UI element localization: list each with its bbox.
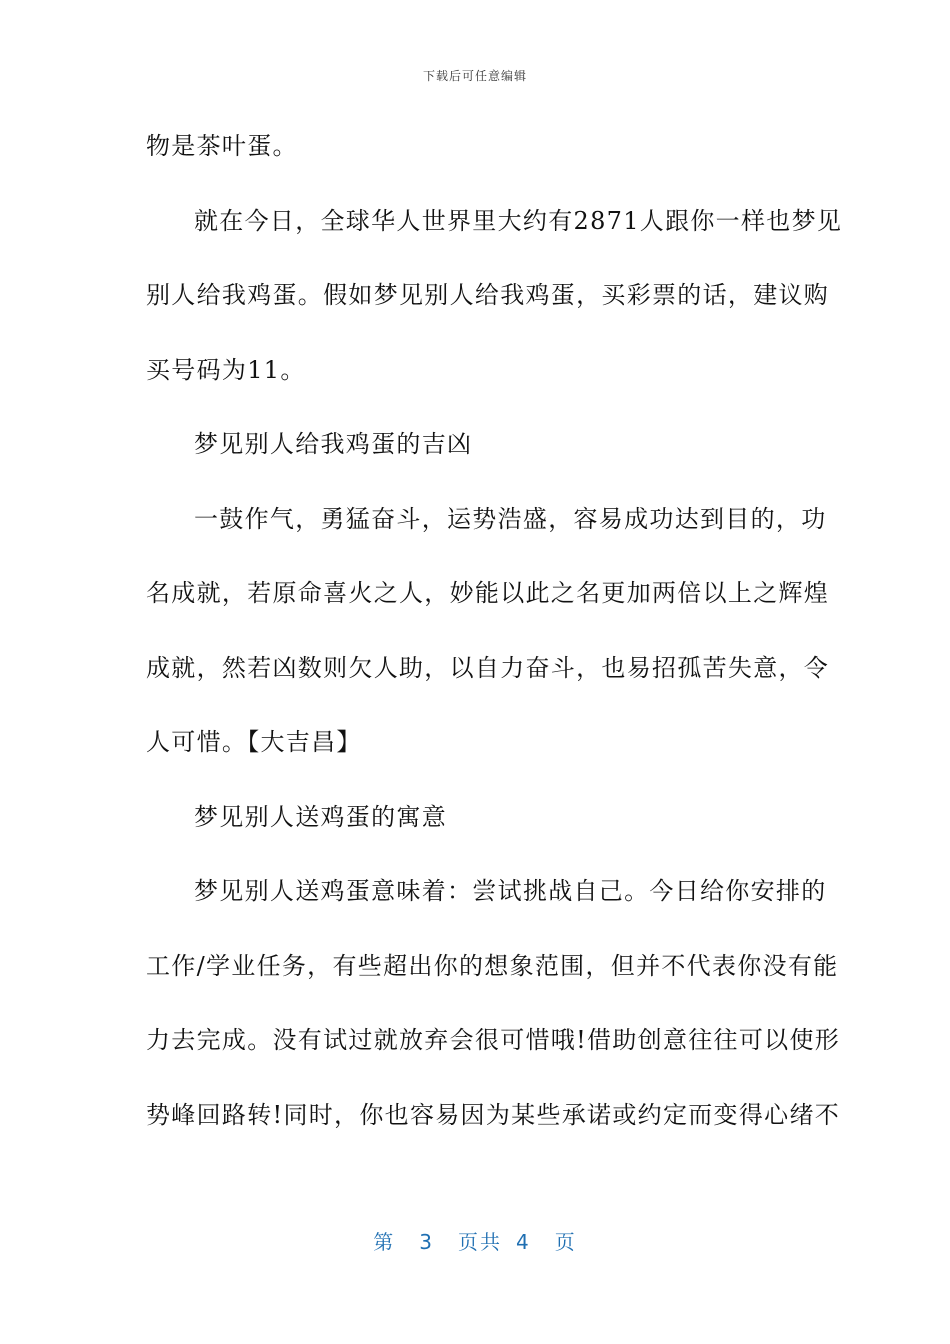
text-line: 力去完成。没有试过就放弃会很可惜哦!借助创意往往可以使形 (146, 1026, 841, 1054)
text-line: 物是茶叶蛋。 (146, 132, 298, 160)
text-line: 一鼓作气，勇猛奋斗，运势浩盛，容易成功达到目的，功 (194, 504, 827, 533)
page-header: 下载后可任意编辑 (422, 69, 527, 83)
current-page-number: 3 (419, 1230, 434, 1254)
footer-suffix: 页 (554, 1230, 577, 1254)
footer-middle: 页共 (458, 1230, 502, 1254)
text-line: 人可惜。【大吉昌】 (146, 728, 362, 756)
text-line: 就在今日，全球华人世界里大约有2871人跟你一样也梦见 (194, 206, 843, 235)
text-line: 买号码为11。 (146, 355, 306, 384)
section-heading: 梦见别人给我鸡蛋的吉凶 (194, 430, 473, 458)
total-page-number: 4 (516, 1230, 531, 1254)
text-line: 梦见别人送鸡蛋意味着：尝试挑战自己。今日给你安排的 (194, 877, 827, 905)
document-body (146, 122, 843, 1165)
section-heading: 梦见别人送鸡蛋的寓意 (194, 802, 447, 831)
text-line: 工作/学业任务，有些超出你的想象范围，但并不代表你没有能 (146, 951, 839, 980)
text-line: 成就，然若凶数则欠人助，以自力奋斗，也易招孤苦失意，令 (146, 653, 830, 682)
footer-prefix: 第 (373, 1230, 396, 1254)
text-line: 别人给我鸡蛋。假如梦见别人给我鸡蛋，买彩票的话，建议购 (146, 281, 830, 309)
page-footer (0, 1226, 950, 1255)
text-line: 名成就，若原命喜火之人，妙能以此之名更加两倍以上之辉煌 (146, 579, 830, 607)
text-line: 势峰回路转!同时，你也容易因为某些承诺或约定而变得心绪不 (146, 1100, 841, 1129)
